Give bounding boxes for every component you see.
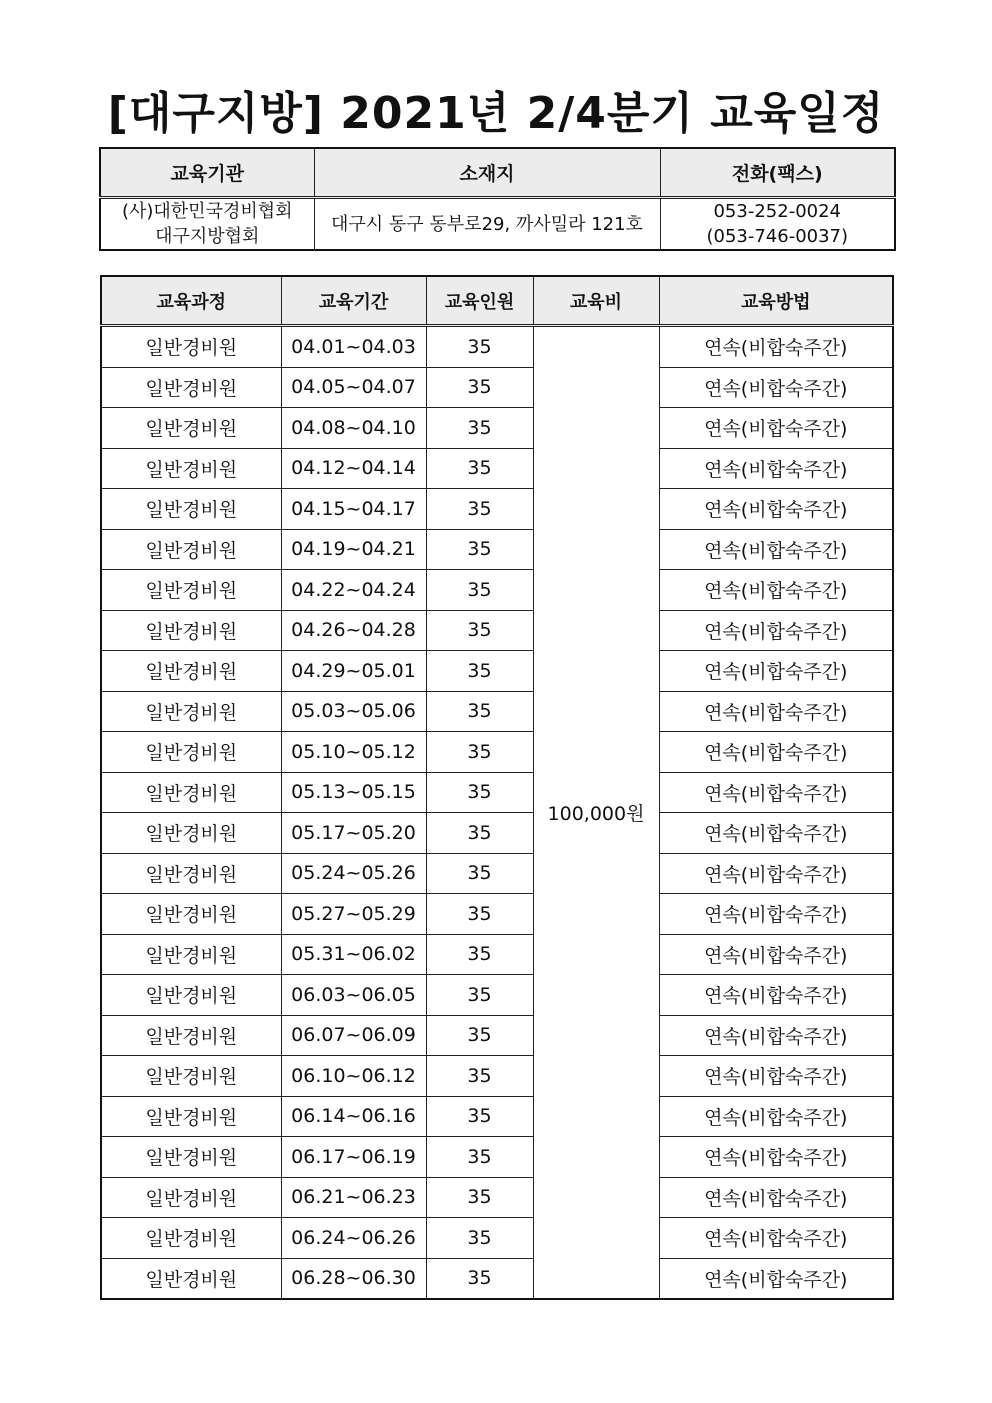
period-cell: 06.14~06.16 xyxy=(281,1096,426,1137)
count-cell: 35 xyxy=(426,489,533,530)
course-cell: 일반경비원 xyxy=(101,813,281,854)
course-cell: 일반경비원 xyxy=(101,934,281,975)
method-cell: 연속(비합숙주간) xyxy=(659,1258,893,1299)
period-cell: 04.05~04.07 xyxy=(281,367,426,408)
period-cell: 06.03~06.05 xyxy=(281,975,426,1016)
count-cell: 35 xyxy=(426,813,533,854)
table-row xyxy=(101,1218,893,1259)
table-row xyxy=(101,610,893,651)
period-cell: 05.27~05.29 xyxy=(281,894,426,935)
table-row xyxy=(101,1015,893,1056)
count-cell: 35 xyxy=(426,448,533,489)
period-cell: 04.29~05.01 xyxy=(281,651,426,692)
table-row xyxy=(101,1056,893,1097)
header-fee: 교육비 xyxy=(533,276,659,326)
table-row xyxy=(101,732,893,773)
period-cell: 05.13~05.15 xyxy=(281,772,426,813)
period-cell: 06.10~06.12 xyxy=(281,1056,426,1097)
table-row xyxy=(101,1258,893,1299)
count-cell: 35 xyxy=(426,975,533,1016)
table-row xyxy=(101,651,893,692)
course-cell: 일반경비원 xyxy=(101,326,281,368)
count-cell: 35 xyxy=(426,894,533,935)
table-row xyxy=(101,1096,893,1137)
count-cell: 35 xyxy=(426,570,533,611)
course-cell: 일반경비원 xyxy=(101,1137,281,1178)
course-cell: 일반경비원 xyxy=(101,894,281,935)
method-cell: 연속(비합숙주간) xyxy=(659,326,893,368)
table-row xyxy=(101,1177,893,1218)
method-cell: 연속(비합숙주간) xyxy=(659,1015,893,1056)
count-cell: 35 xyxy=(426,529,533,570)
info-header-row xyxy=(100,148,895,198)
count-cell: 35 xyxy=(426,651,533,692)
header-method: 교육방법 xyxy=(659,276,893,326)
method-cell: 연속(비합숙주간) xyxy=(659,975,893,1016)
header-institution: 교육기관 xyxy=(100,148,314,198)
institution-info-table xyxy=(99,147,896,251)
table-row xyxy=(101,853,893,894)
count-cell: 35 xyxy=(426,1177,533,1218)
count-cell: 35 xyxy=(426,772,533,813)
method-cell: 연속(비합숙주간) xyxy=(659,1218,893,1259)
fax-number: (053-746-0037) xyxy=(706,226,849,247)
period-cell: 04.22~04.24 xyxy=(281,570,426,611)
period-cell: 06.21~06.23 xyxy=(281,1177,426,1218)
method-cell: 연속(비합숙주간) xyxy=(659,489,893,530)
period-cell: 04.08~04.10 xyxy=(281,408,426,449)
count-cell: 35 xyxy=(426,610,533,651)
count-cell: 35 xyxy=(426,1137,533,1178)
method-cell: 연속(비합숙주간) xyxy=(659,610,893,651)
period-cell: 04.01~04.03 xyxy=(281,326,426,368)
table-row xyxy=(101,529,893,570)
course-cell: 일반경비원 xyxy=(101,1056,281,1097)
schedule-body xyxy=(101,326,893,1300)
count-cell: 35 xyxy=(426,1056,533,1097)
course-cell: 일반경비원 xyxy=(101,367,281,408)
period-cell: 06.28~06.30 xyxy=(281,1258,426,1299)
course-cell: 일반경비원 xyxy=(101,610,281,651)
course-cell: 일반경비원 xyxy=(101,408,281,449)
method-cell: 연속(비합숙주간) xyxy=(659,367,893,408)
course-cell: 일반경비원 xyxy=(101,691,281,732)
page-title: [대구지방] 2021년 2/4분기 교육일정 xyxy=(107,88,885,139)
table-row xyxy=(101,367,893,408)
table-row xyxy=(101,813,893,854)
course-cell: 일반경비원 xyxy=(101,489,281,530)
method-cell: 연속(비합숙주간) xyxy=(659,529,893,570)
institution-name-cell xyxy=(100,198,314,251)
table-row xyxy=(101,448,893,489)
table-row xyxy=(101,772,893,813)
course-cell: 일반경비원 xyxy=(101,975,281,1016)
count-cell: 35 xyxy=(426,367,533,408)
method-cell: 연속(비합숙주간) xyxy=(659,934,893,975)
method-cell: 연속(비합숙주간) xyxy=(659,813,893,854)
method-cell: 연속(비합숙주간) xyxy=(659,651,893,692)
method-cell: 연속(비합숙주간) xyxy=(659,691,893,732)
period-cell: 05.10~05.12 xyxy=(281,732,426,773)
count-cell: 35 xyxy=(426,1258,533,1299)
schedule-header-row xyxy=(101,276,893,326)
method-cell: 연속(비합숙주간) xyxy=(659,1177,893,1218)
method-cell: 연속(비합숙주간) xyxy=(659,570,893,611)
period-cell: 06.07~06.09 xyxy=(281,1015,426,1056)
header-location: 소재지 xyxy=(314,148,660,198)
table-row xyxy=(101,975,893,1016)
course-cell: 일반경비원 xyxy=(101,1096,281,1137)
table-row xyxy=(101,570,893,611)
course-cell: 일반경비원 xyxy=(101,1218,281,1259)
header-phone: 전화(팩스) xyxy=(660,148,895,198)
table-row xyxy=(101,408,893,449)
info-data-row xyxy=(100,198,895,251)
table-row xyxy=(101,691,893,732)
institution-name-line2: 대구지방협회 xyxy=(155,226,260,247)
count-cell: 35 xyxy=(426,691,533,732)
period-cell: 06.17~06.19 xyxy=(281,1137,426,1178)
course-cell: 일반경비원 xyxy=(101,1015,281,1056)
method-cell: 연속(비합숙주간) xyxy=(659,408,893,449)
method-cell: 연속(비합숙주간) xyxy=(659,732,893,773)
course-cell: 일반경비원 xyxy=(101,651,281,692)
period-cell: 05.24~05.26 xyxy=(281,853,426,894)
table-row xyxy=(101,894,893,935)
course-cell: 일반경비원 xyxy=(101,853,281,894)
period-cell: 04.26~04.28 xyxy=(281,610,426,651)
method-cell: 연속(비합숙주간) xyxy=(659,1096,893,1137)
count-cell: 35 xyxy=(426,408,533,449)
phone-number: 053-252-0024 xyxy=(713,201,841,222)
count-cell: 35 xyxy=(426,1096,533,1137)
period-cell: 06.24~06.26 xyxy=(281,1218,426,1259)
period-cell: 04.12~04.14 xyxy=(281,448,426,489)
course-cell: 일반경비원 xyxy=(101,732,281,773)
table-row xyxy=(101,326,893,368)
period-cell: 04.15~04.17 xyxy=(281,489,426,530)
table-row xyxy=(101,489,893,530)
institution-name-line1: (사)대한민국경비협회 xyxy=(121,201,293,222)
course-cell: 일반경비원 xyxy=(101,1258,281,1299)
header-course: 교육과정 xyxy=(101,276,281,326)
address-cell: 대구시 동구 동부로29, 까사밀라 121호 xyxy=(314,198,660,251)
schedule-table xyxy=(100,275,894,1300)
method-cell: 연속(비합숙주간) xyxy=(659,448,893,489)
count-cell: 35 xyxy=(426,326,533,368)
count-cell: 35 xyxy=(426,934,533,975)
method-cell: 연속(비합숙주간) xyxy=(659,772,893,813)
method-cell: 연속(비합숙주간) xyxy=(659,1056,893,1097)
table-row xyxy=(101,1137,893,1178)
header-period: 교육기간 xyxy=(281,276,426,326)
header-count: 교육인원 xyxy=(426,276,533,326)
method-cell: 연속(비합숙주간) xyxy=(659,853,893,894)
fee-cell: 100,000원 xyxy=(533,326,659,1300)
course-cell: 일반경비원 xyxy=(101,529,281,570)
period-cell: 05.17~05.20 xyxy=(281,813,426,854)
course-cell: 일반경비원 xyxy=(101,570,281,611)
count-cell: 35 xyxy=(426,732,533,773)
period-cell: 05.03~05.06 xyxy=(281,691,426,732)
count-cell: 35 xyxy=(426,853,533,894)
count-cell: 35 xyxy=(426,1015,533,1056)
course-cell: 일반경비원 xyxy=(101,1177,281,1218)
course-cell: 일반경비원 xyxy=(101,772,281,813)
count-cell: 35 xyxy=(426,1218,533,1259)
method-cell: 연속(비합숙주간) xyxy=(659,1137,893,1178)
table-row xyxy=(101,934,893,975)
period-cell: 05.31~06.02 xyxy=(281,934,426,975)
course-cell: 일반경비원 xyxy=(101,448,281,489)
method-cell: 연속(비합숙주간) xyxy=(659,894,893,935)
period-cell: 04.19~04.21 xyxy=(281,529,426,570)
phone-cell xyxy=(660,198,895,251)
